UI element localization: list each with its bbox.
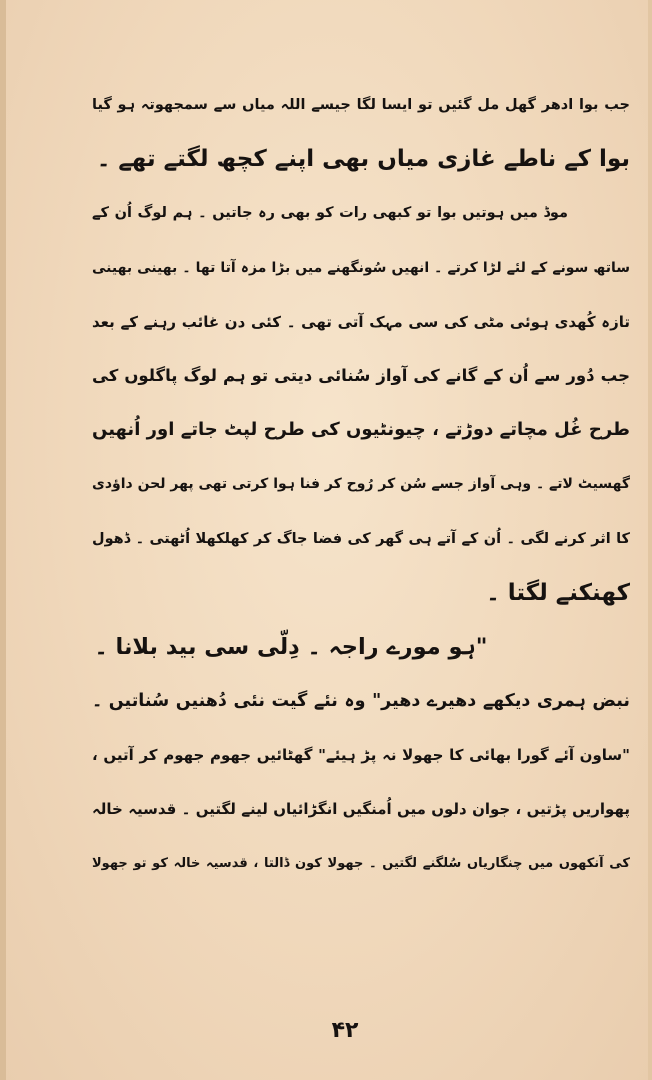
text-line: بوا کے ناطے غازی میاں بھی اپنے کچھ لگتے تھے ۔ xyxy=(96,146,630,173)
text-line: تازہ کُھدی ہوئی مٹی کی سی مہک آتی تھی ۔ کئی دن غائب رہنے کے بعد xyxy=(92,312,630,331)
text-line: ساتھ سونے کے لئے لڑا کرتے ۔ انھیں سُونگھنے میں بڑا مزہ آتا تھا ۔ بھینی بھینی xyxy=(92,259,630,276)
page-edge-left xyxy=(0,0,6,1080)
text-line: کی آنکھوں میں چنگاریاں سُلگنے لگتیں ۔ جھولا کون ڈالتا ، قدسیہ خالہ کو تو جھولا xyxy=(92,855,630,871)
verse-line: "ہو مورے راجہ ۔ دِلّی سی بید بلانا ۔ xyxy=(94,633,488,660)
page-body xyxy=(92,78,630,891)
text-line: پھواریں پڑتیں ، جوان دلوں میں اُمنگیں انگڑائیاں لینے لگتیں ۔ قدسیہ خالہ xyxy=(92,800,630,819)
page-number: ۴۲ xyxy=(331,1018,359,1043)
text-line: جب دُور سے اُن کے گانے کی آواز سُنائی دیتی تو ہم لوگ پاگلوں کی xyxy=(92,365,630,385)
page-edge-right xyxy=(648,0,652,1080)
text-line: طرح غُل مچاتے دوڑتے ، چیونٹیوں کی طرح لپٹ جاتے اور اُنھیں xyxy=(92,419,630,441)
text-line: کا اثر کرنے لگی ۔ اُن کے آتے ہی گھر کی فضا جاگ کر کھلکھلا اُٹھتی ۔ ڈھول xyxy=(92,530,630,547)
text-line: نبض ہمری دیکھے دھیرے دھیر" وہ نئے گیت نئی دُھنیں سُناتیں ۔ xyxy=(92,691,630,712)
text-line: موڈ میں ہوتیں بوا تو کبھی رات کو بھی رہ جاتیں ۔ ہم لوگ اُن کے xyxy=(92,205,568,222)
text-line: "ساون آئے گورا بھائی کا جھولا نہ پڑ ہیئے" گھٹائیں جھوم جھوم کر آتیں ، xyxy=(92,746,630,765)
text-line: گھسیٹ لاتے ۔ وہی آواز جسے سُن کر رُوح کر فنا ہوا کرتی تھی پھر لحن داؤدی xyxy=(92,476,630,493)
text-line: جب بوا ادھر گھل مل گئیں تو ایسا لگا جیسے اللہ میاں سے سمجھوتہ ہو گیا xyxy=(92,97,630,113)
text-line: کھنکنے لگتا ۔ xyxy=(486,579,630,606)
